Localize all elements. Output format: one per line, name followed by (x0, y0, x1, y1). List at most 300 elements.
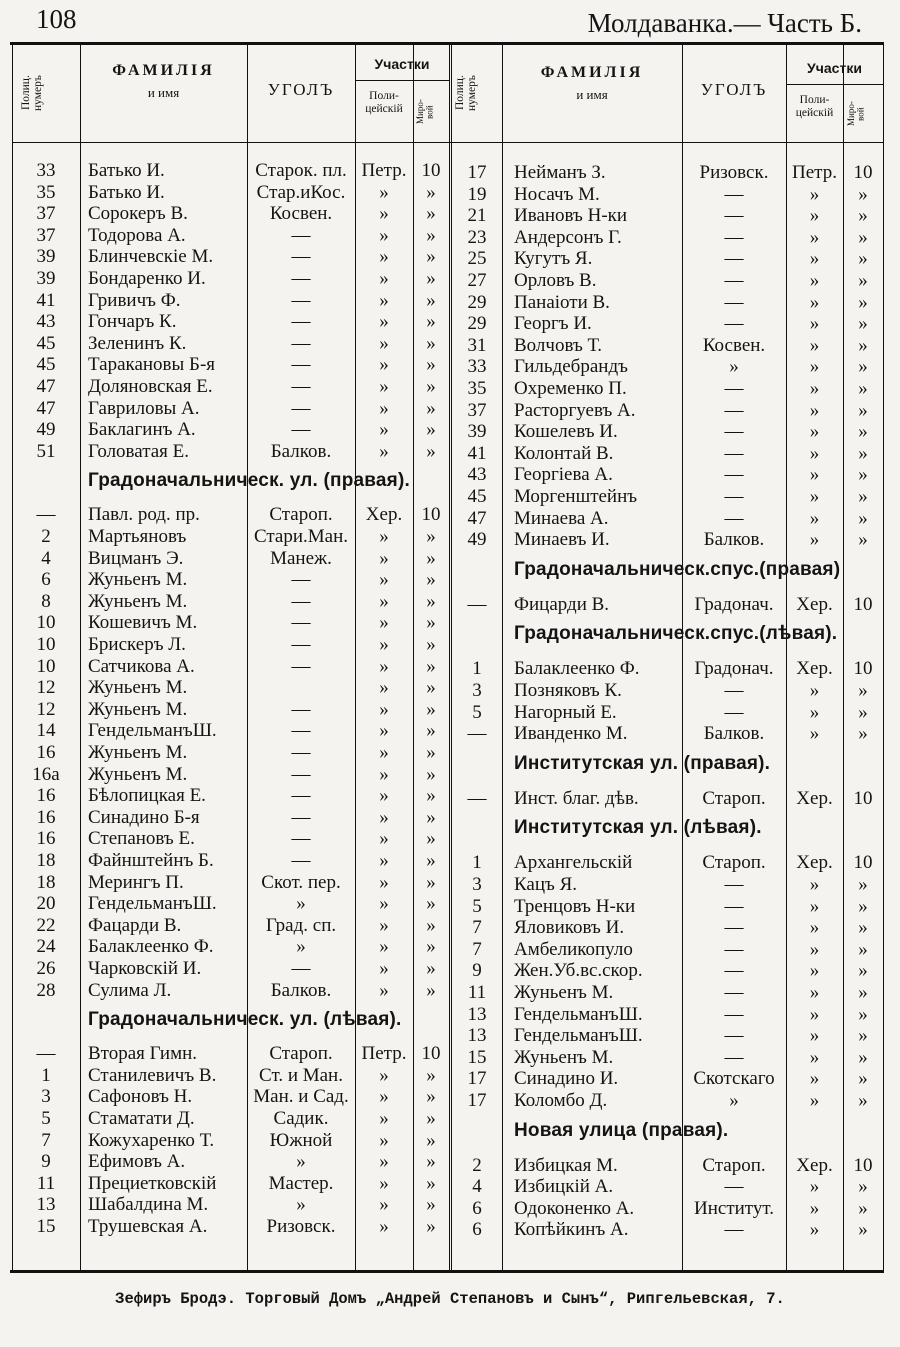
header-name-title: ФАМИЛІЯ (112, 62, 215, 79)
resident-name: Избицкая М. (514, 1154, 618, 1176)
resident-name: Вицманъ Э. (88, 547, 184, 569)
magistrate-precinct: » (426, 590, 436, 612)
police-precinct: » (809, 313, 820, 335)
header-magistrate-line2: вой (424, 105, 435, 119)
police-precinct: » (379, 376, 389, 397)
directory-row (0, 1130, 900, 1152)
footer-advert: Зефиръ Бродэ. Торговый Домъ „Андрей Степановъ и Сынъ“, Рипгельевская, 7. (115, 1290, 785, 1308)
directory-row (0, 270, 900, 292)
police-precinct: » (379, 612, 389, 634)
magistrate-precinct: » (858, 356, 868, 378)
house-number: 11 (467, 982, 487, 1003)
corner-street: — (724, 1219, 744, 1241)
police-precinct: » (809, 356, 820, 378)
house-number: 28 (36, 979, 56, 1001)
resident-name: Колонтай В. (514, 442, 614, 464)
magistrate-precinct: » (858, 421, 868, 443)
house-number: 16 (36, 785, 56, 807)
directory-row (0, 356, 900, 378)
directory-row (0, 939, 900, 961)
police-precinct: » (809, 960, 820, 982)
resident-name: Жен.Уб.вс.скор. (514, 960, 643, 982)
directory-row (0, 594, 900, 616)
police-precinct: » (809, 1068, 820, 1090)
directory-row (0, 896, 900, 918)
directory-row (0, 224, 900, 249)
corner-street: — (291, 311, 311, 333)
house-number: 43 (467, 464, 487, 486)
resident-name: Фицарди В. (514, 593, 610, 615)
directory-row (0, 508, 900, 530)
resident-name: Моргенштейнъ (514, 486, 638, 507)
directory-row (0, 289, 900, 314)
house-number: 6 (472, 1219, 482, 1241)
resident-name: Жуньенъ М. (514, 982, 614, 1003)
directory-row (0, 181, 900, 206)
corner-street: — (724, 183, 744, 205)
corner-street: — (724, 917, 744, 939)
police-precinct: Хер. (796, 658, 833, 680)
directory-row (0, 655, 900, 680)
corner-street: Манеж. (270, 547, 332, 569)
corner-street: — (724, 313, 744, 335)
rule-bottom (10, 1270, 884, 1273)
police-precinct: » (809, 399, 820, 421)
directory-row (0, 680, 900, 702)
house-number: 2 (472, 1154, 482, 1176)
police-precinct: » (809, 680, 820, 701)
header-magistrate-line1: Миро- (415, 99, 425, 125)
header-police-line2: цейскій (365, 103, 403, 116)
magistrate-precinct: » (858, 313, 868, 335)
corner-street: — (724, 874, 744, 895)
police-precinct: » (379, 246, 389, 268)
corner-street: — (724, 270, 744, 291)
header-number-line2: нумеръ (466, 75, 479, 111)
police-precinct: » (379, 268, 389, 289)
resident-name: Станилевичъ В. (88, 1064, 217, 1086)
police-precinct: Петр. (792, 162, 837, 183)
corner-street: — (724, 399, 744, 421)
resident-name: Кугутъ Я. (514, 248, 593, 270)
house-number: 45 (467, 486, 487, 507)
police-precinct: » (379, 311, 389, 333)
corner-street: — (291, 698, 311, 720)
magistrate-precinct: » (858, 1068, 868, 1090)
house-number: 6 (41, 569, 51, 591)
resident-name: Архангельскій (514, 852, 633, 874)
police-precinct: » (809, 982, 820, 1003)
header-magistrate (847, 90, 879, 138)
resident-name: Минаева А. (514, 507, 609, 529)
police-precinct: » (379, 634, 389, 655)
corner-street: Стари.Ман. (253, 526, 349, 547)
corner-street: Град. сп. (265, 914, 337, 936)
resident-name: Жуньенъ М. (88, 677, 188, 699)
resident-name: Кацъ Я. (514, 874, 578, 895)
house-number: 12 (36, 698, 56, 720)
house-number: 33 (467, 356, 487, 378)
magistrate-precinct: » (426, 224, 436, 246)
house-number: 4 (41, 547, 51, 569)
house-number: 51 (36, 440, 56, 462)
house-number: 49 (36, 419, 56, 441)
corner-street: — (291, 246, 311, 268)
police-precinct: » (379, 979, 389, 1001)
resident-name: ГендельманъШ. (514, 1025, 643, 1047)
street-section-heading: Институтская ул. (правая). (514, 752, 771, 774)
corner-street: — (724, 1025, 744, 1047)
header-magistrate-line1: Миро- (846, 101, 856, 127)
police-precinct: » (379, 354, 389, 376)
header-police (786, 94, 843, 120)
magistrate-precinct: » (426, 828, 436, 850)
police-precinct: » (379, 742, 389, 763)
magistrate-precinct: 10 (853, 852, 873, 874)
police-precinct: » (379, 1151, 389, 1173)
resident-name: Шабалдина М. (88, 1194, 209, 1216)
police-precinct: » (379, 698, 389, 720)
police-precinct: » (379, 871, 389, 893)
resident-name: Жуньенъ М. (88, 742, 188, 763)
magistrate-precinct: » (858, 334, 868, 356)
magistrate-precinct: » (426, 311, 436, 333)
header-corner: УГОЛЪ (700, 80, 768, 99)
directory-row (0, 313, 900, 335)
resident-name: Батько И. (88, 160, 165, 181)
police-precinct: » (809, 1197, 820, 1219)
police-precinct: » (379, 720, 389, 742)
police-precinct: » (379, 332, 389, 354)
corner-street: — (291, 850, 311, 871)
magistrate-precinct: » (426, 1194, 436, 1216)
corner-street: » (296, 936, 306, 958)
resident-name: Сафоновъ Н. (88, 1086, 193, 1108)
directory-row (0, 440, 900, 465)
magistrate-precinct: 10 (853, 658, 873, 680)
corner-street: — (724, 701, 744, 723)
house-number: 5 (472, 701, 482, 723)
magistrate-precinct: » (858, 723, 868, 745)
directory-row (0, 1025, 900, 1047)
magistrate-precinct: » (426, 354, 436, 376)
house-number: 7 (472, 917, 482, 939)
house-number: 37 (36, 224, 56, 246)
police-precinct: » (809, 334, 820, 356)
resident-name: Синадино Б-я (88, 806, 200, 828)
corner-street: — (724, 248, 744, 270)
rule-top (10, 42, 884, 45)
police-precinct: » (809, 529, 820, 551)
directory-row (0, 332, 900, 357)
page-number: 108 (36, 4, 77, 34)
house-number: 19 (467, 183, 487, 205)
directory-row (0, 914, 900, 939)
police-precinct: Хер. (796, 593, 833, 615)
resident-name: Панаіоти В. (514, 291, 610, 313)
corner-street: Южной (269, 1129, 333, 1151)
police-precinct: » (379, 181, 389, 203)
directory-row (0, 529, 900, 551)
house-number: 23 (467, 226, 487, 248)
police-precinct: » (809, 183, 820, 205)
header-name (80, 62, 247, 101)
house-number: 10 (36, 655, 56, 677)
resident-name: Иванденко М. (514, 723, 628, 745)
magistrate-precinct: » (426, 936, 436, 958)
corner-street: Ст. и Ман. (259, 1064, 343, 1086)
magistrate-precinct: » (858, 680, 868, 701)
police-precinct: » (379, 224, 389, 246)
header-rule (786, 84, 883, 85)
police-precinct: » (379, 828, 389, 850)
magistrate-precinct: » (858, 529, 868, 551)
police-precinct: » (809, 486, 820, 507)
corner-street: — (291, 763, 311, 785)
directory-row (0, 723, 900, 745)
house-number: 5 (472, 895, 482, 917)
magistrate-precinct: 10 (421, 160, 441, 181)
resident-name: Степановъ Е. (88, 828, 195, 850)
magistrate-precinct: » (426, 1108, 436, 1129)
police-precinct: » (809, 378, 820, 399)
resident-name: Ивановъ Н-ки (514, 205, 628, 227)
magistrate-precinct: » (426, 268, 436, 289)
corner-street: — (291, 828, 311, 850)
directory-row (0, 1068, 900, 1090)
police-precinct: Хер. (796, 852, 833, 874)
resident-name: Батько И. (88, 181, 165, 203)
resident-name: Сулима Л. (88, 979, 172, 1001)
magistrate-precinct: » (858, 226, 868, 248)
resident-name: Бѣлопицкая Е. (88, 785, 206, 807)
magistrate-precinct: » (426, 893, 436, 915)
police-precinct: » (379, 1064, 389, 1086)
house-number: 6 (472, 1197, 482, 1219)
police-precinct: » (379, 806, 389, 828)
resident-name: Фацарди В. (88, 914, 182, 936)
corner-street: — (291, 655, 311, 677)
corner-street: Скот. пер. (261, 871, 341, 893)
resident-name: Балаклеенко Ф. (514, 658, 640, 680)
house-number: 20 (36, 893, 56, 915)
resident-name: Сатчикова А. (88, 655, 195, 677)
street-section-heading: Градоначальническ.спус.(лѣвая). (514, 623, 838, 645)
magistrate-precinct: » (426, 1129, 436, 1151)
police-precinct: » (379, 1108, 389, 1129)
directory-row (0, 979, 900, 1004)
resident-name: Георгъ И. (514, 313, 592, 335)
directory-row (0, 1155, 900, 1177)
house-number: 11 (36, 1172, 56, 1194)
magistrate-precinct: » (858, 874, 868, 895)
police-precinct: » (379, 547, 389, 569)
corner-street: — (291, 224, 311, 246)
magistrate-precinct: » (426, 1216, 436, 1237)
house-number: 13 (467, 1003, 487, 1025)
house-number: 10 (36, 612, 56, 634)
police-precinct: » (379, 1194, 389, 1216)
corner-street: — (724, 938, 744, 960)
directory-row (0, 378, 900, 400)
magistrate-precinct: » (858, 248, 868, 270)
magistrate-precinct: 10 (853, 787, 873, 809)
police-precinct: Хер. (796, 787, 833, 809)
corner-street: Градонач. (694, 658, 774, 680)
directory-row (0, 828, 900, 850)
house-number: 10 (36, 634, 56, 655)
resident-name: Гавриловы А. (88, 397, 200, 419)
magistrate-precinct: » (426, 763, 436, 785)
police-precinct: » (809, 442, 820, 464)
police-precinct: » (809, 701, 820, 723)
house-number: 3 (41, 1086, 51, 1108)
police-precinct: Петр. (361, 1043, 407, 1065)
resident-name: Инст. благ. дѣв. (514, 787, 639, 809)
house-number: — (36, 1043, 56, 1065)
resident-name: ГендельманъШ. (514, 1003, 643, 1025)
resident-name: Кожухаренко Т. (88, 1129, 215, 1151)
corner-street: — (291, 634, 311, 655)
header-number-line2: нумеръ (32, 75, 45, 111)
magistrate-precinct: » (858, 270, 868, 291)
magistrate-precinct: » (858, 464, 868, 486)
house-number: 39 (36, 246, 56, 268)
resident-name: Файнштейнъ Б. (88, 850, 214, 871)
police-precinct: » (809, 248, 820, 270)
header-magistrate (416, 86, 446, 138)
magistrate-precinct: » (858, 701, 868, 723)
directory-row (0, 1198, 900, 1220)
house-number: 8 (41, 590, 51, 612)
resident-name: Волчовъ Т. (514, 334, 602, 356)
magistrate-precinct: » (858, 183, 868, 205)
corner-street: — (291, 720, 311, 742)
police-precinct: » (809, 723, 820, 745)
magistrate-precinct: » (426, 332, 436, 354)
house-number: 13 (36, 1194, 56, 1216)
resident-name: Яловиковъ И. (514, 917, 625, 939)
corner-street: Ман. и Сад. (253, 1086, 349, 1108)
house-number: 16 (36, 828, 56, 850)
resident-name: Трушевская А. (88, 1216, 208, 1237)
resident-name: Нагорный Е. (514, 701, 617, 723)
directory-row (0, 397, 900, 422)
magistrate-precinct: » (426, 419, 436, 441)
resident-name: Ефимовъ А. (88, 1151, 186, 1173)
house-number: 18 (36, 871, 56, 893)
corner-street: — (724, 1046, 744, 1068)
corner-street: Балков. (270, 440, 332, 462)
magistrate-precinct: » (426, 720, 436, 742)
magistrate-precinct: » (426, 397, 436, 419)
resident-name: Одоконенко А. (514, 1197, 635, 1219)
police-precinct: Хер. (365, 504, 403, 526)
resident-name: Таракановы Б-я (88, 354, 216, 376)
house-number: 37 (36, 203, 56, 225)
magistrate-precinct: » (858, 982, 868, 1003)
magistrate-precinct: » (858, 378, 868, 399)
magistrate-precinct: » (858, 486, 868, 507)
house-number: 39 (36, 268, 56, 289)
police-precinct: » (379, 590, 389, 612)
police-precinct: » (809, 895, 820, 917)
resident-name: Брискеръ Л. (88, 634, 186, 655)
corner-street: » (296, 893, 306, 915)
magistrate-precinct: » (426, 1064, 436, 1086)
police-precinct: » (379, 440, 389, 462)
magistrate-precinct: » (858, 1090, 868, 1111)
magistrate-precinct: 10 (853, 162, 873, 183)
house-number: — (36, 504, 56, 526)
magistrate-precinct: » (426, 376, 436, 397)
resident-name: Баклагинъ А. (88, 419, 196, 441)
directory-row (0, 702, 900, 724)
resident-name: Чарковскій И. (88, 958, 202, 979)
resident-name: Копѣйкинъ А. (514, 1219, 629, 1241)
corner-street: Садик. (273, 1108, 329, 1129)
house-number: 31 (467, 334, 487, 356)
directory-row (0, 807, 900, 829)
resident-name: Павл. род. пр. (88, 504, 200, 526)
house-number: 26 (36, 958, 56, 979)
corner-street: — (724, 226, 744, 248)
corner-street: — (291, 332, 311, 354)
house-number: 18 (36, 850, 56, 871)
directory-row (0, 162, 900, 184)
corner-street: — (291, 590, 311, 612)
corner-street: — (724, 960, 744, 982)
house-number: 35 (36, 181, 56, 203)
header-number-line1: Полиц. (20, 75, 32, 111)
house-number: 14 (36, 720, 56, 742)
house-number: 27 (467, 270, 487, 291)
resident-name: Жуньенъ М. (88, 763, 188, 785)
magistrate-precinct: » (426, 526, 436, 547)
house-number: 29 (467, 313, 487, 335)
house-number: 22 (36, 914, 56, 936)
corner-street: — (291, 397, 311, 419)
police-precinct: » (379, 655, 389, 677)
header-name-title: ФАМИЛІЯ (540, 64, 644, 81)
house-number: 9 (472, 960, 482, 982)
police-precinct: » (379, 397, 389, 419)
corner-street: Старок. пл. (255, 160, 347, 181)
police-precinct: » (809, 507, 820, 529)
resident-name: Нейманъ З. (514, 162, 606, 183)
resident-name: Тодорова А. (88, 224, 186, 246)
street-section-heading: Градоначальническ.спус.(правая) (514, 558, 841, 580)
street-section-heading: Градоначальническ. ул. (правая). (88, 470, 410, 492)
resident-name: Избицкій А. (514, 1176, 614, 1198)
corner-street: Балков. (703, 723, 765, 745)
house-number: 45 (36, 354, 56, 376)
house-number: 9 (41, 1151, 51, 1173)
corner-street: Староп. (269, 504, 333, 526)
corner-street: — (724, 205, 744, 227)
magistrate-precinct: » (858, 960, 868, 982)
resident-name: Гривичъ Ф. (88, 289, 181, 311)
resident-name: Орловъ В. (514, 270, 597, 291)
header-rule (355, 80, 449, 81)
resident-name: Мерингъ П. (88, 871, 184, 893)
resident-name: Зеленинъ К. (88, 332, 187, 354)
resident-name: ГендельманъШ. (88, 893, 217, 915)
police-precinct: » (809, 1176, 820, 1198)
magistrate-precinct: 10 (853, 1154, 873, 1176)
house-number: — (467, 723, 487, 745)
corner-street: — (291, 742, 311, 763)
